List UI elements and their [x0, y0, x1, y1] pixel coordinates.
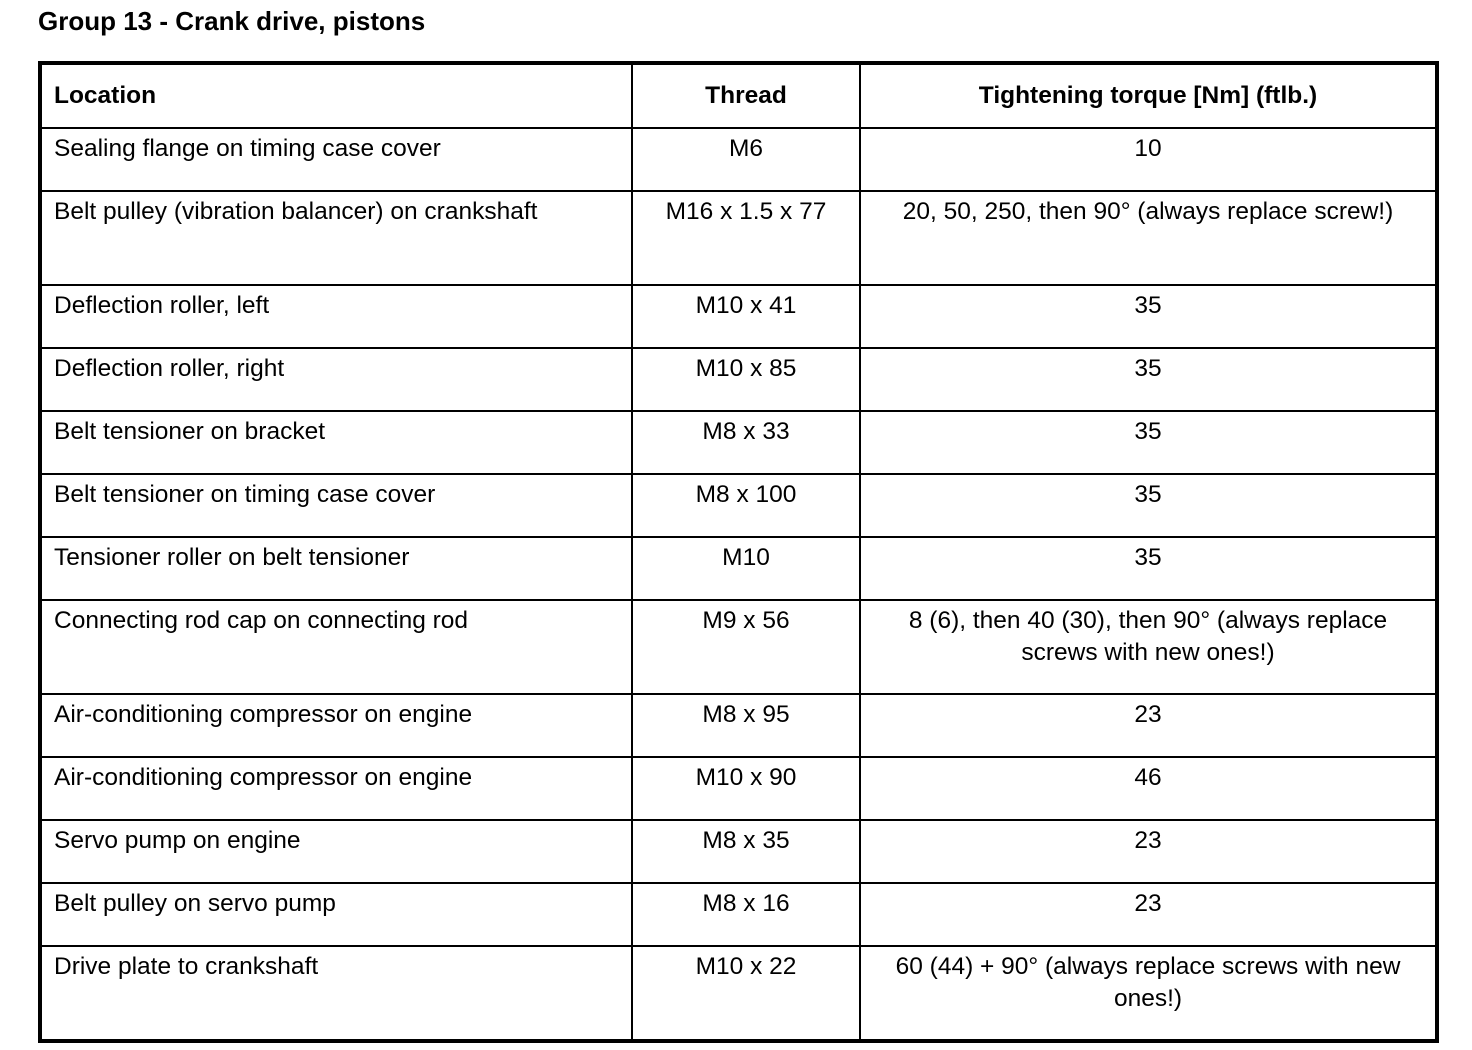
cell-location: Belt tensioner on bracket — [40, 411, 632, 474]
table-row — [40, 128, 1437, 191]
cell-thread: M10 x 41 — [632, 285, 860, 348]
cell-torque: 60 (44) + 90° (always replace screws with new ones!) — [860, 946, 1437, 1041]
table-row — [40, 411, 1437, 474]
cell-thread: M10 x 22 — [632, 946, 860, 1041]
cell-location: Sealing flange on timing case cover — [40, 128, 632, 191]
cell-location: Deflection roller, right — [40, 348, 632, 411]
cell-location: Connecting rod cap on connecting rod — [40, 600, 632, 694]
cell-location: Drive plate to crankshaft — [40, 946, 632, 1041]
cell-thread: M8 x 35 — [632, 820, 860, 883]
cell-location: Air-conditioning compressor on engine — [40, 694, 632, 757]
cell-location: Deflection roller, left — [40, 285, 632, 348]
table-row — [40, 191, 1437, 285]
cell-location: Tensioner roller on belt tensioner — [40, 537, 632, 600]
cell-thread: M10 x 85 — [632, 348, 860, 411]
header-torque: Tightening torque [Nm] (ftlb.) — [860, 63, 1437, 128]
cell-location: Belt tensioner on timing case cover — [40, 474, 632, 537]
cell-thread: M8 x 95 — [632, 694, 860, 757]
cell-torque: 23 — [860, 694, 1437, 757]
cell-thread: M8 x 100 — [632, 474, 860, 537]
cell-torque: 35 — [860, 348, 1437, 411]
cell-thread: M10 — [632, 537, 860, 600]
cell-thread: M9 x 56 — [632, 600, 860, 694]
cell-torque: 10 — [860, 128, 1437, 191]
cell-location: Servo pump on engine — [40, 820, 632, 883]
cell-torque: 35 — [860, 285, 1437, 348]
header-thread: Thread — [632, 63, 860, 128]
table-row — [40, 348, 1437, 411]
table-row — [40, 757, 1437, 820]
page-title: Group 13 - Crank drive, pistons — [38, 6, 426, 36]
table-row — [40, 285, 1437, 348]
cell-torque: 8 (6), then 40 (30), then 90° (always replace screws with new ones!) — [860, 600, 1437, 694]
cell-thread: M6 — [632, 128, 860, 191]
cell-location: Belt pulley (vibration balancer) on crankshaft — [40, 191, 632, 285]
table-row — [40, 694, 1437, 757]
table-row — [40, 946, 1437, 1041]
table-row — [40, 537, 1437, 600]
cell-thread: M16 x 1.5 x 77 — [632, 191, 860, 285]
cell-location: Air-conditioning compressor on engine — [40, 757, 632, 820]
cell-torque: 46 — [860, 757, 1437, 820]
cell-torque: 35 — [860, 537, 1437, 600]
table-row — [40, 820, 1437, 883]
table-row — [40, 474, 1437, 537]
cell-torque: 35 — [860, 411, 1437, 474]
cell-thread: M10 x 90 — [632, 757, 860, 820]
torque-table — [38, 61, 1439, 1043]
table-row — [40, 883, 1437, 946]
cell-torque: 35 — [860, 474, 1437, 537]
cell-thread: M8 x 33 — [632, 411, 860, 474]
table-header — [40, 63, 1437, 128]
header-location: Location — [40, 63, 632, 128]
cell-location: Belt pulley on servo pump — [40, 883, 632, 946]
cell-torque: 20, 50, 250, then 90° (always replace screw!) — [860, 191, 1437, 285]
cell-torque: 23 — [860, 883, 1437, 946]
cell-thread: M8 x 16 — [632, 883, 860, 946]
cell-torque: 23 — [860, 820, 1437, 883]
table-row — [40, 600, 1437, 694]
